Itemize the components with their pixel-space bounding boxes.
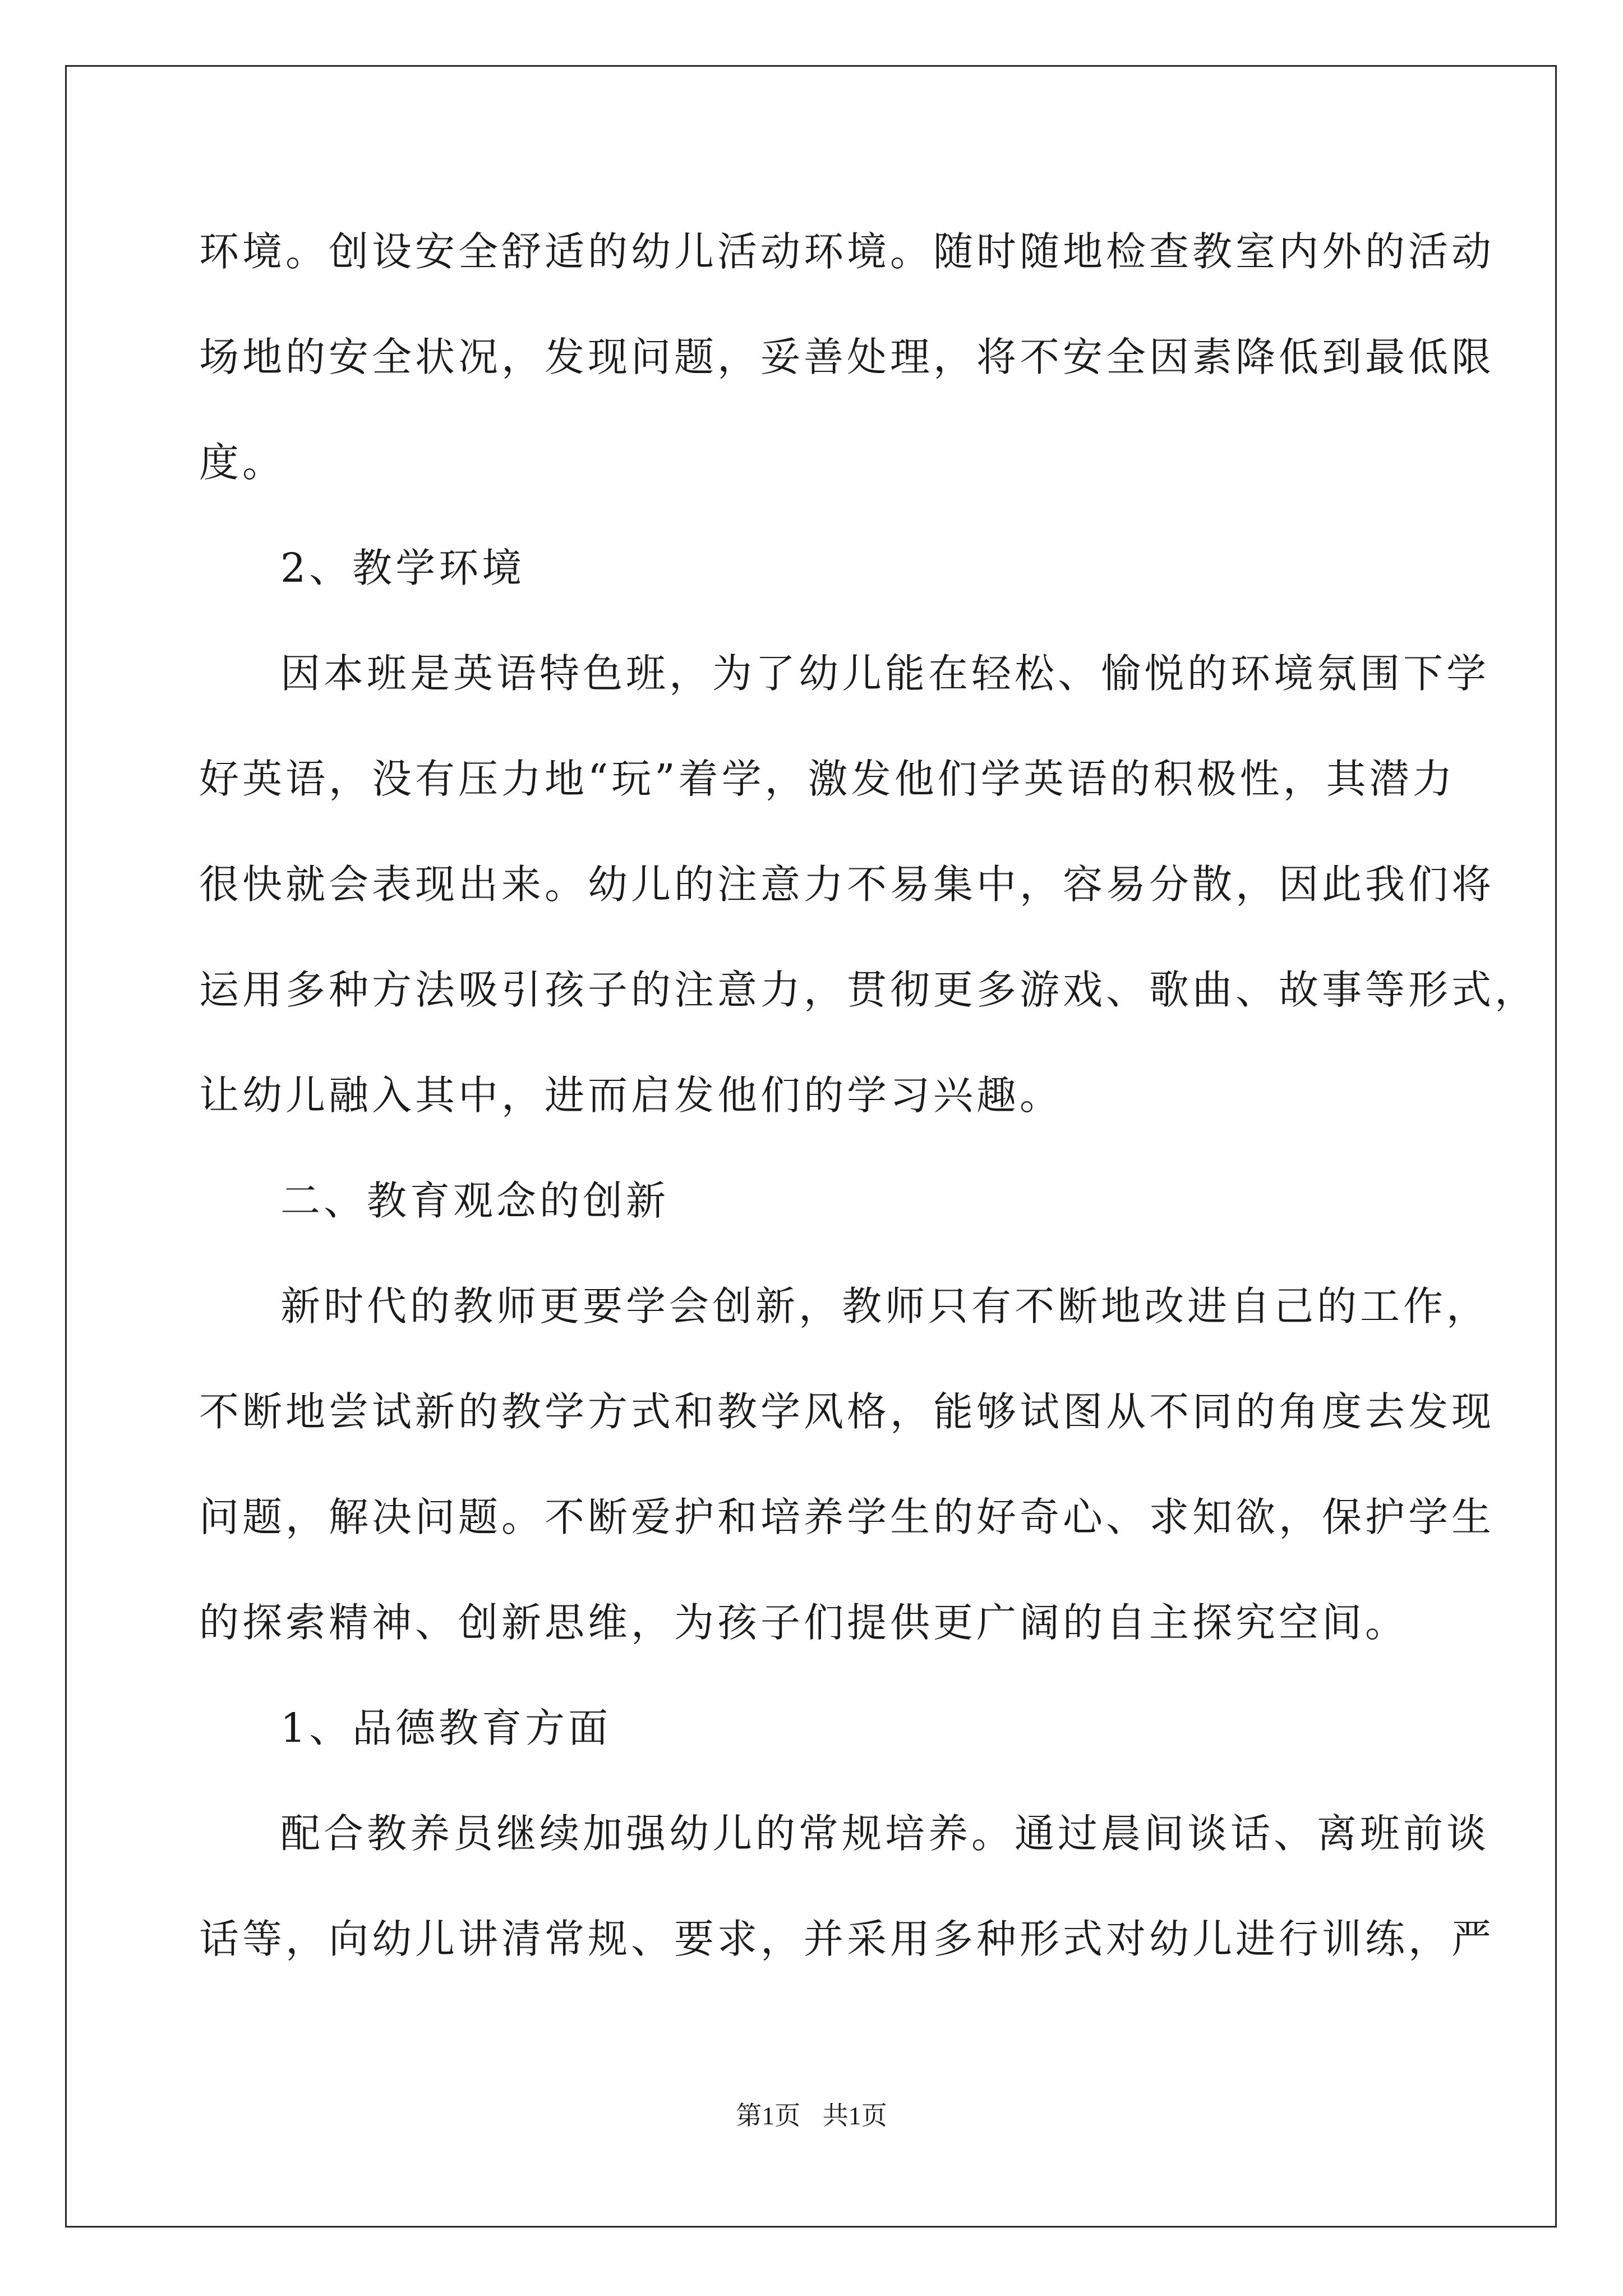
text-line-7: 很快就会表现出来。幼儿的注意力不易集中，容易分散，因此我们将: [199, 861, 1495, 908]
text-line-1: 环境。创设安全舒适的幼儿活动环境。随时随地检查教室内外的活动: [199, 228, 1495, 275]
section-heading-teaching-environment: 2、教学环境: [280, 545, 525, 591]
document-body: [199, 199, 1538, 1992]
text-line-13: 问题，解决问题。不断爱护和培养学生的好奇心、求知欲，保护学生: [199, 1494, 1495, 1540]
text-line-9: 让幼儿融入其中，进而启发他们的学习兴趣。: [199, 1072, 1063, 1119]
text-line-3: 度。: [199, 439, 286, 486]
text-line-6: 好英语，没有压力地“玩”着学，激发他们学英语的积极性，其潜力: [199, 756, 1456, 802]
text-line-11: 新时代的教师更要学会创新，教师只有不断地改进自己的工作，: [280, 1283, 1490, 1329]
text-line-16: 配合教养员继续加强幼儿的常规培养。通过晨间谈话、离班前谈: [280, 1810, 1490, 1857]
page-total: 共1页: [822, 2101, 887, 2130]
text-line-2: 场地的安全状况，发现问题，妥善处理，将不安全因素降低到最低限: [199, 334, 1495, 380]
text-line-14: 的探索精神、创新思维，为孩子们提供更广阔的自主探究空间。: [199, 1599, 1409, 1646]
text-line-17: 话等，向幼儿讲清常规、要求，并采用多种形式对幼儿进行训练，严: [199, 1916, 1495, 1962]
page-footer: [0, 2095, 1623, 2132]
section-heading-moral-education: 1、品德教育方面: [280, 1705, 612, 1751]
section-heading-education-concept: 二、教育观念的创新: [280, 1177, 670, 1224]
text-line-12: 不断地尝试新的教学方式和教学风格，能够试图从不同的角度去发现: [199, 1388, 1495, 1435]
text-line-8: 运用多种方法吸引孩子的注意力，贯彻更多游戏、歌曲、故事等形式，: [199, 967, 1538, 1013]
text-line-5: 因本班是英语特色班，为了幼儿能在轻松、愉悦的环境氛围下学: [280, 650, 1490, 697]
page-number: 第1页: [736, 2101, 801, 2130]
